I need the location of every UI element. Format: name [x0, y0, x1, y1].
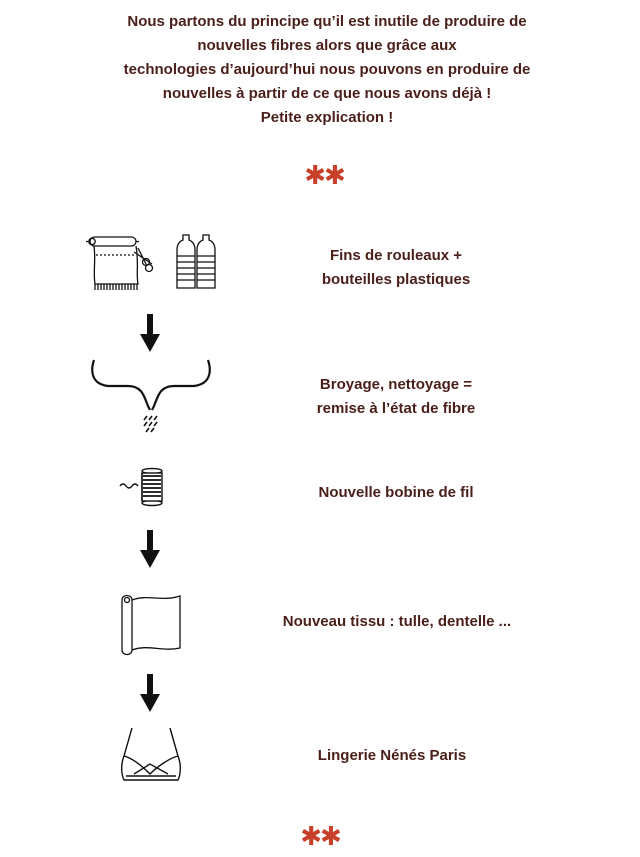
fabric-roll-and-bottles-icon: [86, 232, 226, 294]
fabric-bolt-icon: [118, 592, 184, 656]
step-3-line-1: Nouvelle bobine de fil: [318, 484, 474, 501]
step-1-label: [296, 244, 496, 292]
intro-line: Petite explication !: [260, 109, 394, 126]
step-4-label: [266, 610, 528, 634]
down-arrow-icon: [140, 314, 160, 354]
top-divider-asterisks: ✱✱: [304, 160, 344, 190]
intro-line: nouvelles fibres alors que grâce aux: [197, 37, 457, 54]
intro-line: Nous partons du principe qu’il est inutile de produire de: [127, 13, 527, 30]
down-arrow-icon: [140, 530, 160, 570]
step-4-line-1: Nouveau tissu : tulle, dentelle ...: [282, 613, 512, 630]
step-5-label: [292, 744, 492, 768]
step-2-line-2: remise à l’état de fibre: [316, 400, 476, 417]
step-2-label: [296, 373, 496, 421]
step-2-line-1: Broyage, nettoyage =: [319, 376, 473, 393]
thread-spool-icon: [120, 468, 168, 508]
intro-line: nouvelles à partir de ce que nous avons déjà !: [162, 85, 492, 102]
intro-line: technologies d’aujourd’hui nous pouvons en produire de: [123, 61, 531, 78]
step-3-label: [296, 481, 496, 505]
step-5-line-1: Lingerie Nénés Paris: [317, 747, 467, 764]
step-1-line-1: Fins de rouleaux +: [329, 247, 463, 264]
down-arrow-icon: [140, 674, 160, 714]
shredder-funnel-icon: [88, 356, 214, 438]
intro-text: [0, 10, 640, 130]
step-1-line-2: bouteilles plastiques: [321, 271, 471, 288]
bra-icon: [118, 726, 184, 786]
bottom-divider-asterisks: ✱✱: [300, 821, 340, 851]
